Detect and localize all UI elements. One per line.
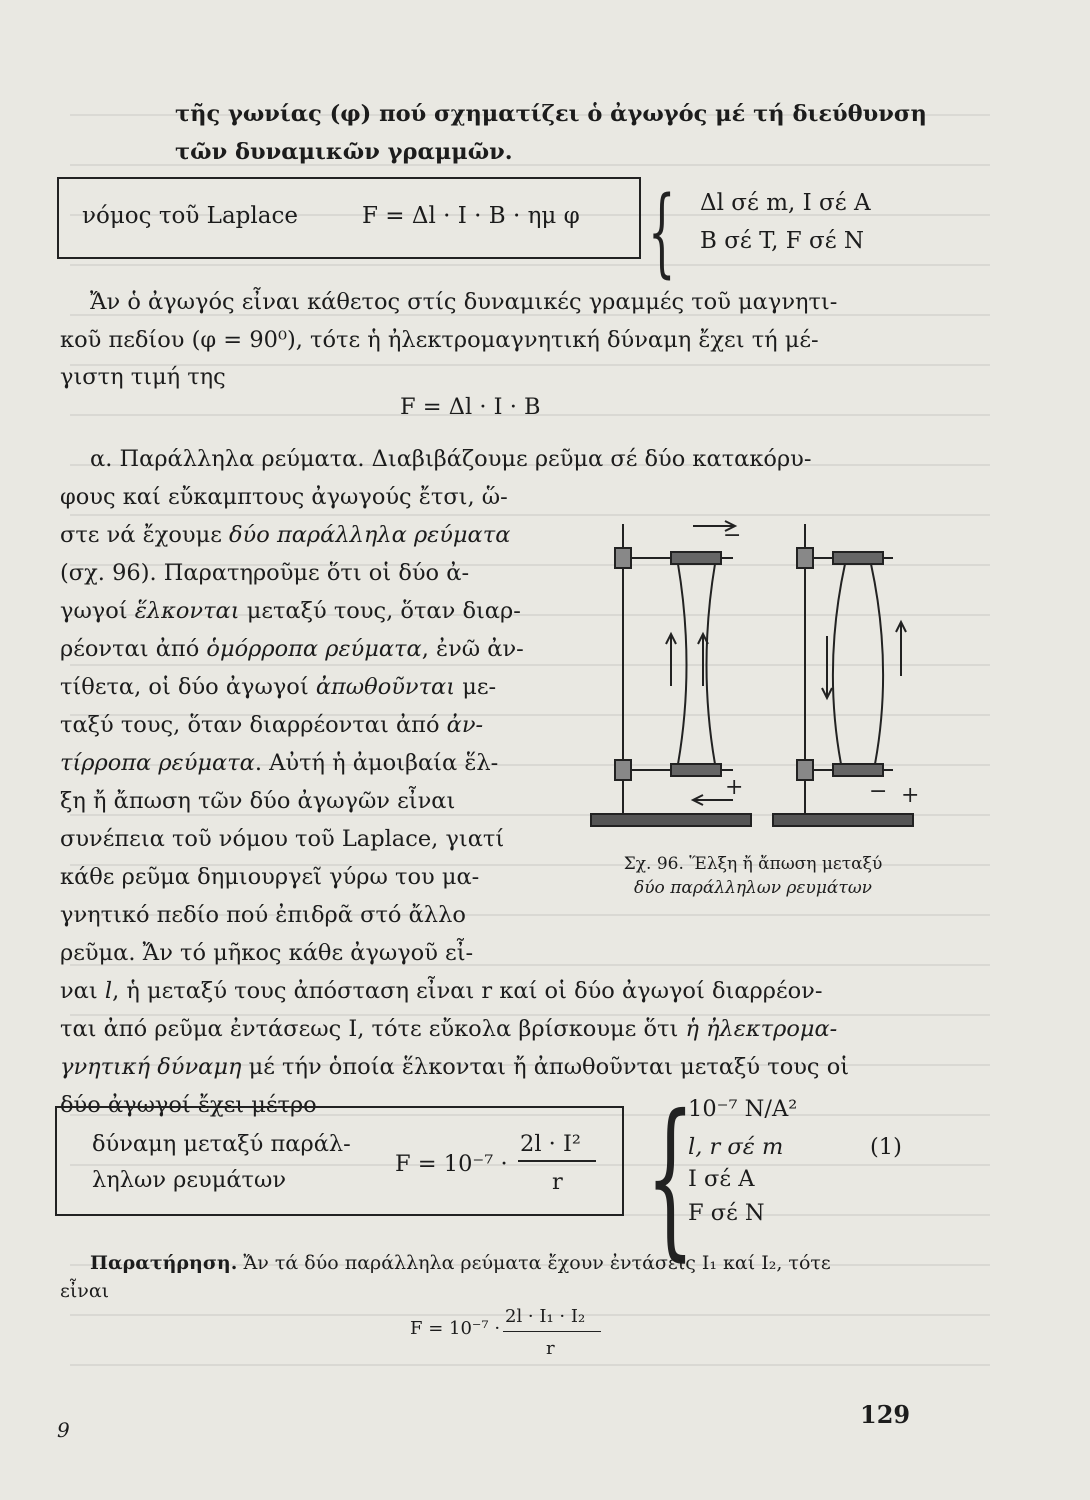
base-plate-right (773, 814, 913, 826)
signature-mark: 9 (57, 1418, 70, 1442)
note-formula: F = 10⁻⁷ · (410, 1318, 501, 1339)
note-line: Παρατήρηση. Ἄν τά δύο παράλληλα ρεύματα ἔχουν ἐντάσεις I₁ καί I₂, τότε (90, 1252, 831, 1274)
text-line: τῆς γωνίας (φ) πού σχηματίζει ὁ ἀγωγός μέ τή διεύθυνση (175, 101, 927, 127)
note-line: εἶναι (60, 1280, 110, 1302)
conductor-right-b (871, 564, 883, 764)
note-denominator: r (546, 1338, 555, 1359)
text-line: α. Παράλληλα ρεύματα. Διαβιβάζουμε ρεῦμα σέ δύο κατακόρυ- (90, 446, 812, 472)
text-line: γιστη τιμή της (60, 364, 226, 390)
text-line: (σχ. 96). Παρατηροῦμε ὅτι οἱ δύο ἀ- (60, 560, 470, 586)
text-line: γωγοί ἕλκονται μεταξύ τους, ὅταν διαρ- (60, 598, 521, 624)
parallel-units-4: F σέ N (688, 1200, 765, 1226)
clamp (797, 548, 813, 568)
text-line: γνητικό πεδίο πού ἐπιδρᾶ στό ἄλλο (60, 902, 466, 928)
brace-icon: { (646, 1079, 695, 1277)
note-label: Παρατήρηση. (90, 1252, 238, 1274)
terminal-bar (833, 552, 883, 564)
text-line: ξη ἤ ἄπωση τῶν δύο ἀγωγῶν εἶναι (60, 788, 456, 814)
parallel-numerator: 2l · I² (520, 1131, 581, 1157)
parallel-denominator: r (552, 1169, 563, 1195)
note-numerator: 2l · I₁ · I₂ (505, 1306, 586, 1327)
equation-number: (1) (870, 1134, 902, 1160)
figure-caption-line2: δύο παράλληλων ρευμάτων (633, 878, 873, 898)
text-line: δύο ἀγωγοί ἔχει μέτρο (60, 1092, 317, 1118)
figure-parallel-conductors (583, 516, 923, 846)
parallel-label-line1: δύναμη μεταξύ παράλ- (92, 1131, 351, 1157)
max-force-formula: F = Δl · I · B (400, 394, 541, 420)
text-line: κοῦ πεδίου (φ = 90⁰), τότε ἡ ἠλεκτρομαγνητική δύναμη ἔχει τή μέ- (60, 327, 819, 353)
plus-sign: + (901, 783, 920, 808)
brace-icon: { (648, 176, 676, 288)
terminal-bar (833, 764, 883, 776)
parallel-label-line2: ληλων ρευμάτων (92, 1167, 287, 1193)
laplace-units-2: B σέ T, F σέ N (700, 228, 865, 254)
text-line: τίρροπα ρεύματα. Αὐτή ἡ ἀμοιβαία ἕλ- (60, 750, 499, 776)
base-plate-left (591, 814, 751, 826)
figure-caption-line1: Σχ. 96. Ἕλξη ἤ ἄπωση μεταξύ (623, 854, 883, 874)
laplace-formula: F = Δl · I · B · ημ φ (362, 203, 580, 229)
text-line: τῶν δυναμικῶν γραμμῶν. (175, 139, 513, 165)
text-line: γνητική δύναμη μέ τήν ὁποία ἕλκονται ἤ ἀπωθοῦνται μεταξύ τους οἱ (60, 1054, 850, 1080)
section-heading: α. Παράλληλα ρεύματα. (90, 446, 365, 472)
minus-sign: − (723, 523, 742, 548)
text-line: φους καί εὔκαμπτους ἀγωγούς ἔτσι, ὥ- (60, 484, 508, 510)
clamp (615, 548, 631, 568)
parallel-formula: F = 10⁻⁷ · (395, 1151, 508, 1177)
text-line: ρεῦμα. Ἄν τό μῆκος κάθε ἀγωγοῦ εἶ- (60, 940, 474, 966)
parallel-units-1: 10⁻⁷ N/A² (688, 1096, 798, 1122)
text-line: ρέονται ἀπό ὁμόρροπα ρεύματα, ἐνῶ ἀν- (60, 636, 524, 662)
fraction-bar (518, 1160, 596, 1162)
text-line: Ἄν ὁ ἀγωγός εἶναι κάθετος στίς δυναμικές γραμμές τοῦ μαγνητι- (90, 289, 838, 315)
laplace-units-1: Δl σέ m, I σέ A (700, 190, 871, 216)
parallel-units-3: I σέ A (688, 1166, 755, 1192)
text-line: συνέπεια τοῦ νόμου τοῦ Laplace, γιατί (60, 826, 505, 852)
clamp (615, 760, 631, 780)
conductor-left-a (678, 564, 687, 764)
conductor-left-b (707, 564, 716, 764)
minus-sign: − (869, 779, 888, 804)
text-line: ναι l, ἡ μεταξύ τους ἀπόσταση εἶναι r καί οἱ δύο ἀγωγοί διαρρέον- (60, 978, 823, 1004)
terminal-bar (671, 552, 721, 564)
text-line: κάθε ρεῦμα δημιουργεῖ γύρω του μα- (60, 864, 480, 890)
page-number: 129 (860, 1400, 911, 1429)
laplace-label: νόμος τοῦ Laplace (82, 203, 298, 229)
conductor-right-a (833, 564, 845, 764)
text-line: ται ἀπό ρεῦμα ἐντάσεως I, τότε εὔκολα βρίσκουμε ὅτι ἡ ἠλεκτρομα- (60, 1016, 838, 1042)
text-line: ταξύ τους, ὅταν διαρρέονται ἀπό ἀν- (60, 712, 484, 738)
parallel-units-2: l, r σέ m (688, 1134, 784, 1160)
terminal-bar (671, 764, 721, 776)
text-line: τίθετα, οἱ δύο ἀγωγοί ἀπωθοῦνται με- (60, 674, 497, 700)
plus-sign: + (725, 775, 744, 800)
clamp (797, 760, 813, 780)
text-line: στε νά ἔχουμε δύο παράλληλα ρεύματα (60, 522, 511, 548)
